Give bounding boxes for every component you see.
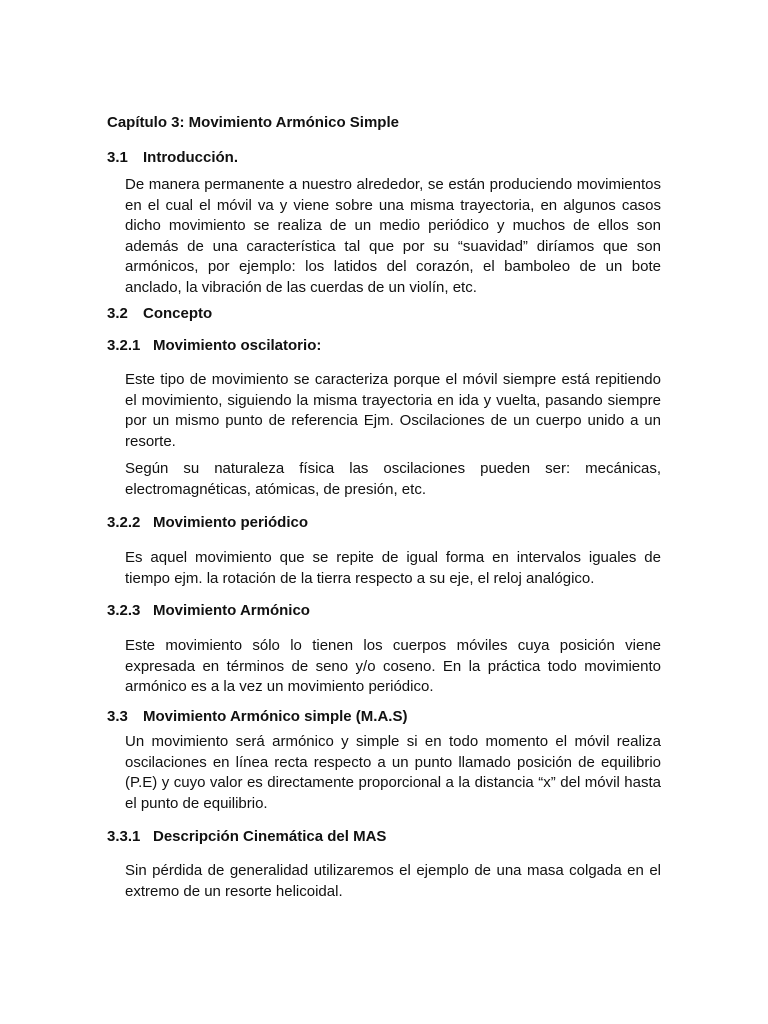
- paragraph-cinematica: Sin pérdida de generalidad utilizaremos el ejemplo de una masa colgada en el extremo de un resorte helicoidal.: [125, 862, 661, 900]
- paragraph-armonico: Este movimiento sólo lo tienen los cuerpos móviles cuya posición viene expresada en términos de seno y/o coseno. En la práctica todo movimiento armónico es a la vez un movimiento periódico.: [125, 637, 661, 695]
- section-title: Movimiento Armónico: [153, 602, 310, 619]
- section-number: 3.2: [107, 305, 128, 322]
- section-heading-3-2-2: [107, 513, 308, 533]
- section-heading-3-1: [107, 148, 238, 168]
- chapter-title: Capítulo 3: Movimiento Armónico Simple: [107, 114, 399, 131]
- section-heading-3-2-3: [107, 601, 310, 621]
- section-number: 3.2.2: [107, 514, 141, 531]
- section-title: Movimiento periódico: [153, 514, 309, 531]
- section-heading-3-2: [107, 304, 212, 324]
- section-title: Movimiento oscilatorio:: [153, 337, 322, 354]
- section-number: 3.2.3: [107, 602, 141, 619]
- section-title: Descripción Cinemática del MAS: [153, 828, 387, 845]
- section-number: 3.3: [107, 708, 128, 725]
- section-number: 3.3.1: [107, 828, 141, 845]
- paragraph-mas: Un movimiento será armónico y simple si en todo momento el móvil realiza oscilaciones en línea recta respecto a un punto llamado posición de equilibrio (P.E) y cuyo valor es directamente proporcional a la distancia “x” del móvil hasta el punto de equilibrio.: [125, 733, 661, 812]
- section-title: Concepto: [143, 305, 213, 322]
- paragraph-oscilatorio-1: Este tipo de movimiento se caracteriza porque el móvil siempre está repitiendo el movimiento, siguiendo la misma trayectoria en ida y vuelta, pasando siempre por un mismo punto de referencia Ejm. Oscilaciones de un cuerpo unido a un resorte.: [125, 371, 661, 450]
- section-number: 3.1: [107, 149, 128, 166]
- section-title: Introducción.: [143, 149, 238, 166]
- section-number: 3.2.1: [107, 337, 141, 354]
- paragraph-intro: De manera permanente a nuestro alrededor, se están produciendo movimientos en el cual el móvil va y viene sobre una misma trayectoria, en algunos casos dicho movimiento se realiza de un medio periódico y muchos de ellos son además de una característica tal que por su “suavidad” diríamos que son armónicos, por ejemplo: los latidos del corazón, el bamboleo de un bote anclado, la vibración de las cuerdas de un violín, etc.: [125, 176, 661, 296]
- section-heading-3-3-1: [107, 827, 386, 847]
- paragraph-periodico: Es aquel movimiento que se repite de igual forma en intervalos iguales de tiempo ejm. la rotación de la tierra respecto a su eje, el reloj analógico.: [125, 549, 661, 587]
- paragraph-oscilatorio-2: Según su naturaleza física las oscilaciones pueden ser: mecánicas, electromagnéticas, atómicas, de presión, etc.: [125, 460, 661, 498]
- section-heading-3-2-1: [107, 336, 321, 356]
- section-heading-3-3: [107, 707, 407, 727]
- section-title: Movimiento Armónico simple (M.A.S): [143, 708, 408, 725]
